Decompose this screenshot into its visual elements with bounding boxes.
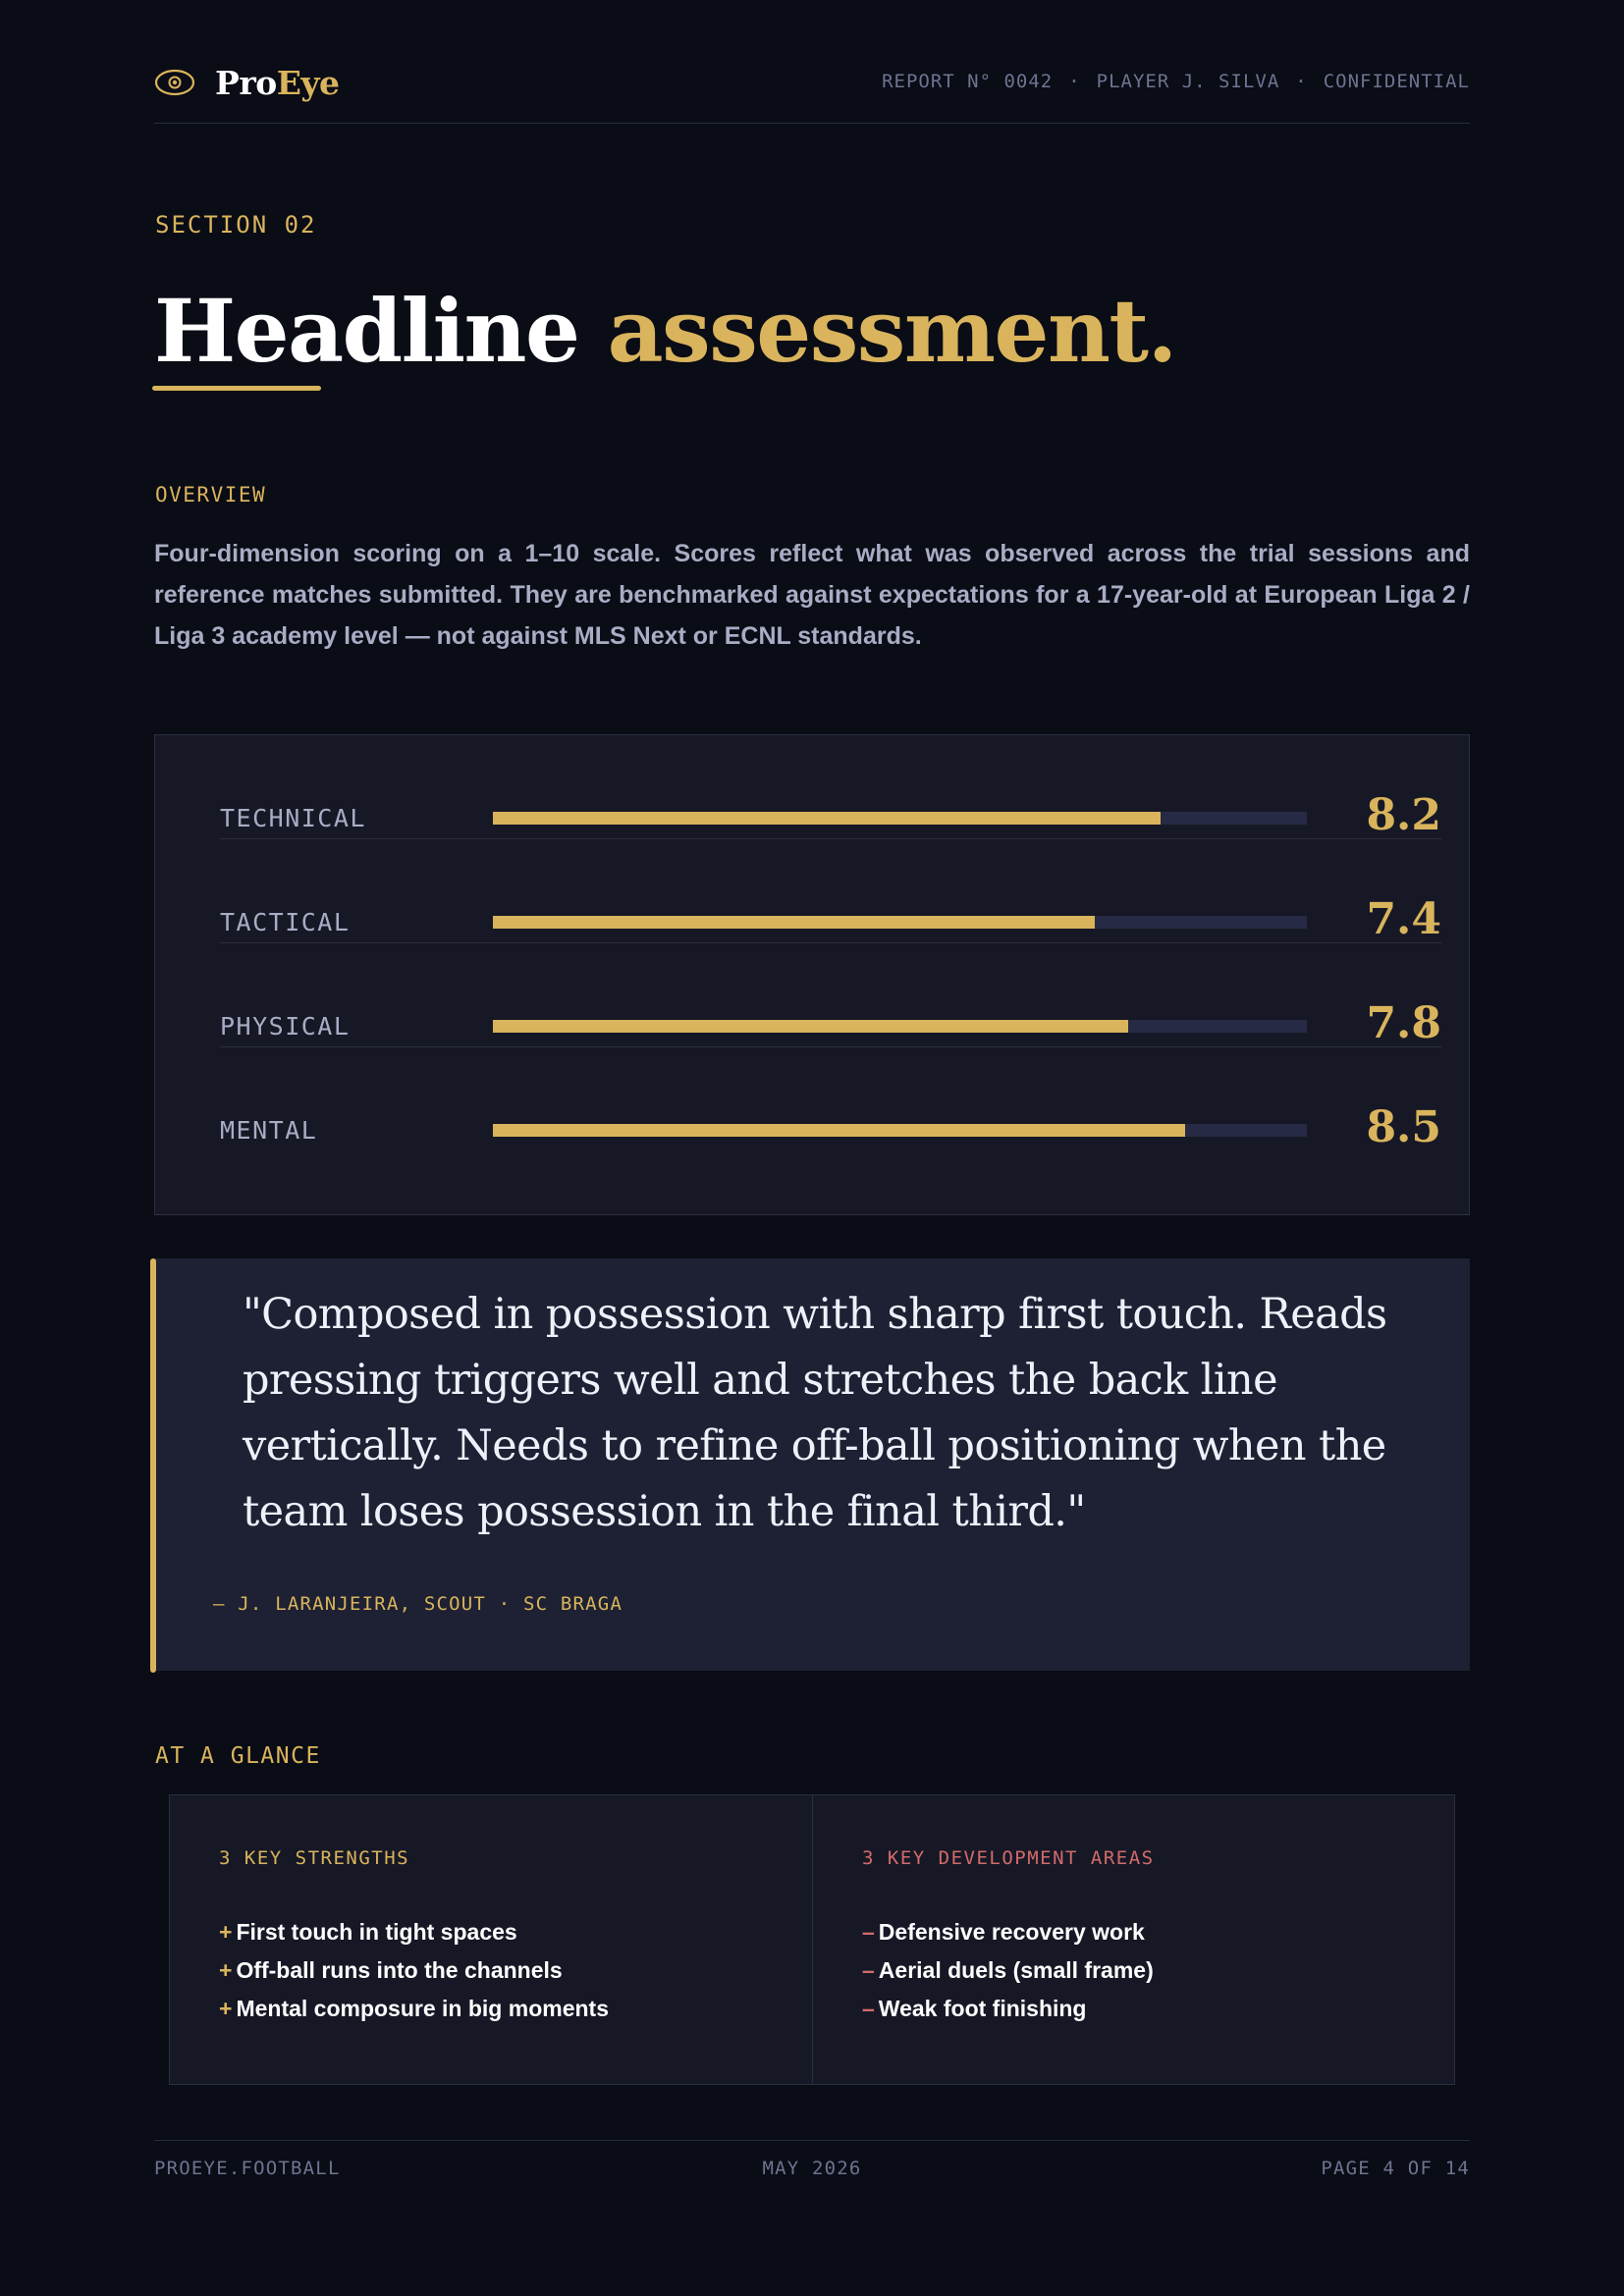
score-row-mental — [220, 1047, 1441, 1151]
list-item — [862, 1990, 1154, 2028]
score-label: TECHNICAL — [220, 804, 366, 832]
quote-attribution: — J. LARANJEIRA, SCOUT · SC BRAGA — [213, 1593, 623, 1615]
glance-panel — [169, 1794, 1455, 2085]
title-underline — [152, 386, 321, 391]
plus-icon: + — [219, 1996, 233, 2021]
title-gold-part: assessment. — [607, 280, 1176, 382]
overview-text: Four-dimension scoring on a 1–10 scale. Scores reflect what was observed across the trial sessions and reference matches submitted. They are benchmarked against expectations for a 17-year-old at European Liga 2 / Liga 3 academy level — not against MLS Next or ECNL standards. — [154, 540, 1470, 650]
list-item — [219, 1913, 609, 1951]
minus-icon: – — [862, 1996, 875, 2021]
development-text: Aerial duels (small frame) — [878, 1957, 1154, 1983]
development-heading: 3 KEY DEVELOPMENT AREAS — [862, 1847, 1155, 1869]
scores-panel — [154, 734, 1470, 1215]
proeye-logo[interactable] — [154, 61, 340, 104]
strengths-column — [170, 1795, 812, 2084]
quote-accent-bar — [150, 1258, 156, 1673]
list-item — [219, 1951, 609, 1990]
report-number: REPORT N° 0042 — [882, 71, 1054, 92]
report-meta — [882, 71, 1470, 92]
score-bar-fill — [493, 1020, 1128, 1033]
score-bar-fill — [493, 1124, 1185, 1137]
logo-eye-text: Eye — [276, 63, 340, 102]
score-bar-fill — [493, 812, 1161, 825]
plus-icon: + — [219, 1919, 233, 1945]
score-label: TACTICAL — [220, 908, 351, 936]
glance-label: AT A GLANCE — [155, 1743, 321, 1769]
development-column — [812, 1795, 1454, 2084]
score-bar-track — [493, 916, 1307, 929]
section-label: SECTION 02 — [155, 211, 317, 239]
confidential-tag: CONFIDENTIAL — [1323, 71, 1470, 92]
footer-site-link[interactable]: PROEYE.FOOTBALL — [154, 2158, 341, 2179]
score-label: PHYSICAL — [220, 1012, 351, 1041]
development-text: Weak foot finishing — [878, 1996, 1087, 2021]
player-name: PLAYER J. SILVA — [1096, 71, 1280, 92]
logo-pro-text: Pro — [215, 63, 277, 102]
report-header — [154, 59, 1470, 124]
title-white-part: Headline — [154, 280, 579, 382]
score-value: 7.4 — [1366, 894, 1441, 944]
meta-separator: · — [1068, 71, 1081, 92]
strengths-list — [219, 1913, 609, 2028]
score-row-tactical — [220, 839, 1441, 943]
list-item — [219, 1990, 609, 2028]
meta-separator: · — [1295, 71, 1308, 92]
strength-text: First touch in tight spaces — [236, 1919, 517, 1945]
score-row-technical — [220, 735, 1441, 839]
score-value: 8.5 — [1366, 1102, 1441, 1152]
score-label: MENTAL — [220, 1116, 318, 1145]
strength-text: Off-ball runs into the channels — [236, 1957, 563, 1983]
score-value: 7.8 — [1366, 998, 1441, 1048]
list-item — [862, 1951, 1154, 1990]
score-bar-track — [493, 812, 1307, 825]
development-text: Defensive recovery work — [878, 1919, 1145, 1945]
strength-text: Mental composure in big moments — [236, 1996, 609, 2021]
score-bar-track — [493, 1124, 1307, 1137]
score-bar-track — [493, 1020, 1307, 1033]
score-row-physical — [220, 943, 1441, 1047]
score-value: 8.2 — [1366, 790, 1441, 840]
score-bar-fill — [493, 916, 1095, 929]
quote-text: "Composed in possession with sharp first touch. Reads pressing triggers well and stretches the back line vertically. Needs to refine off-ball positioning when the team loses possession in the final third." — [243, 1290, 1387, 1536]
minus-icon: – — [862, 1957, 875, 1983]
plus-icon: + — [219, 1957, 233, 1983]
list-item — [862, 1913, 1154, 1951]
page-footer — [154, 2140, 1470, 2189]
page-title — [154, 277, 1176, 385]
footer-page-number: PAGE 4 OF 14 — [1321, 2158, 1470, 2179]
minus-icon: – — [862, 1919, 875, 1945]
eye-icon — [154, 68, 195, 97]
logo-wordmark — [215, 64, 340, 102]
development-list — [862, 1913, 1154, 2028]
overview-label: OVERVIEW — [155, 483, 267, 507]
strengths-heading: 3 KEY STRENGTHS — [219, 1847, 410, 1869]
scout-quote — [154, 1258, 1470, 1671]
footer-date: MAY 2026 — [762, 2158, 862, 2179]
